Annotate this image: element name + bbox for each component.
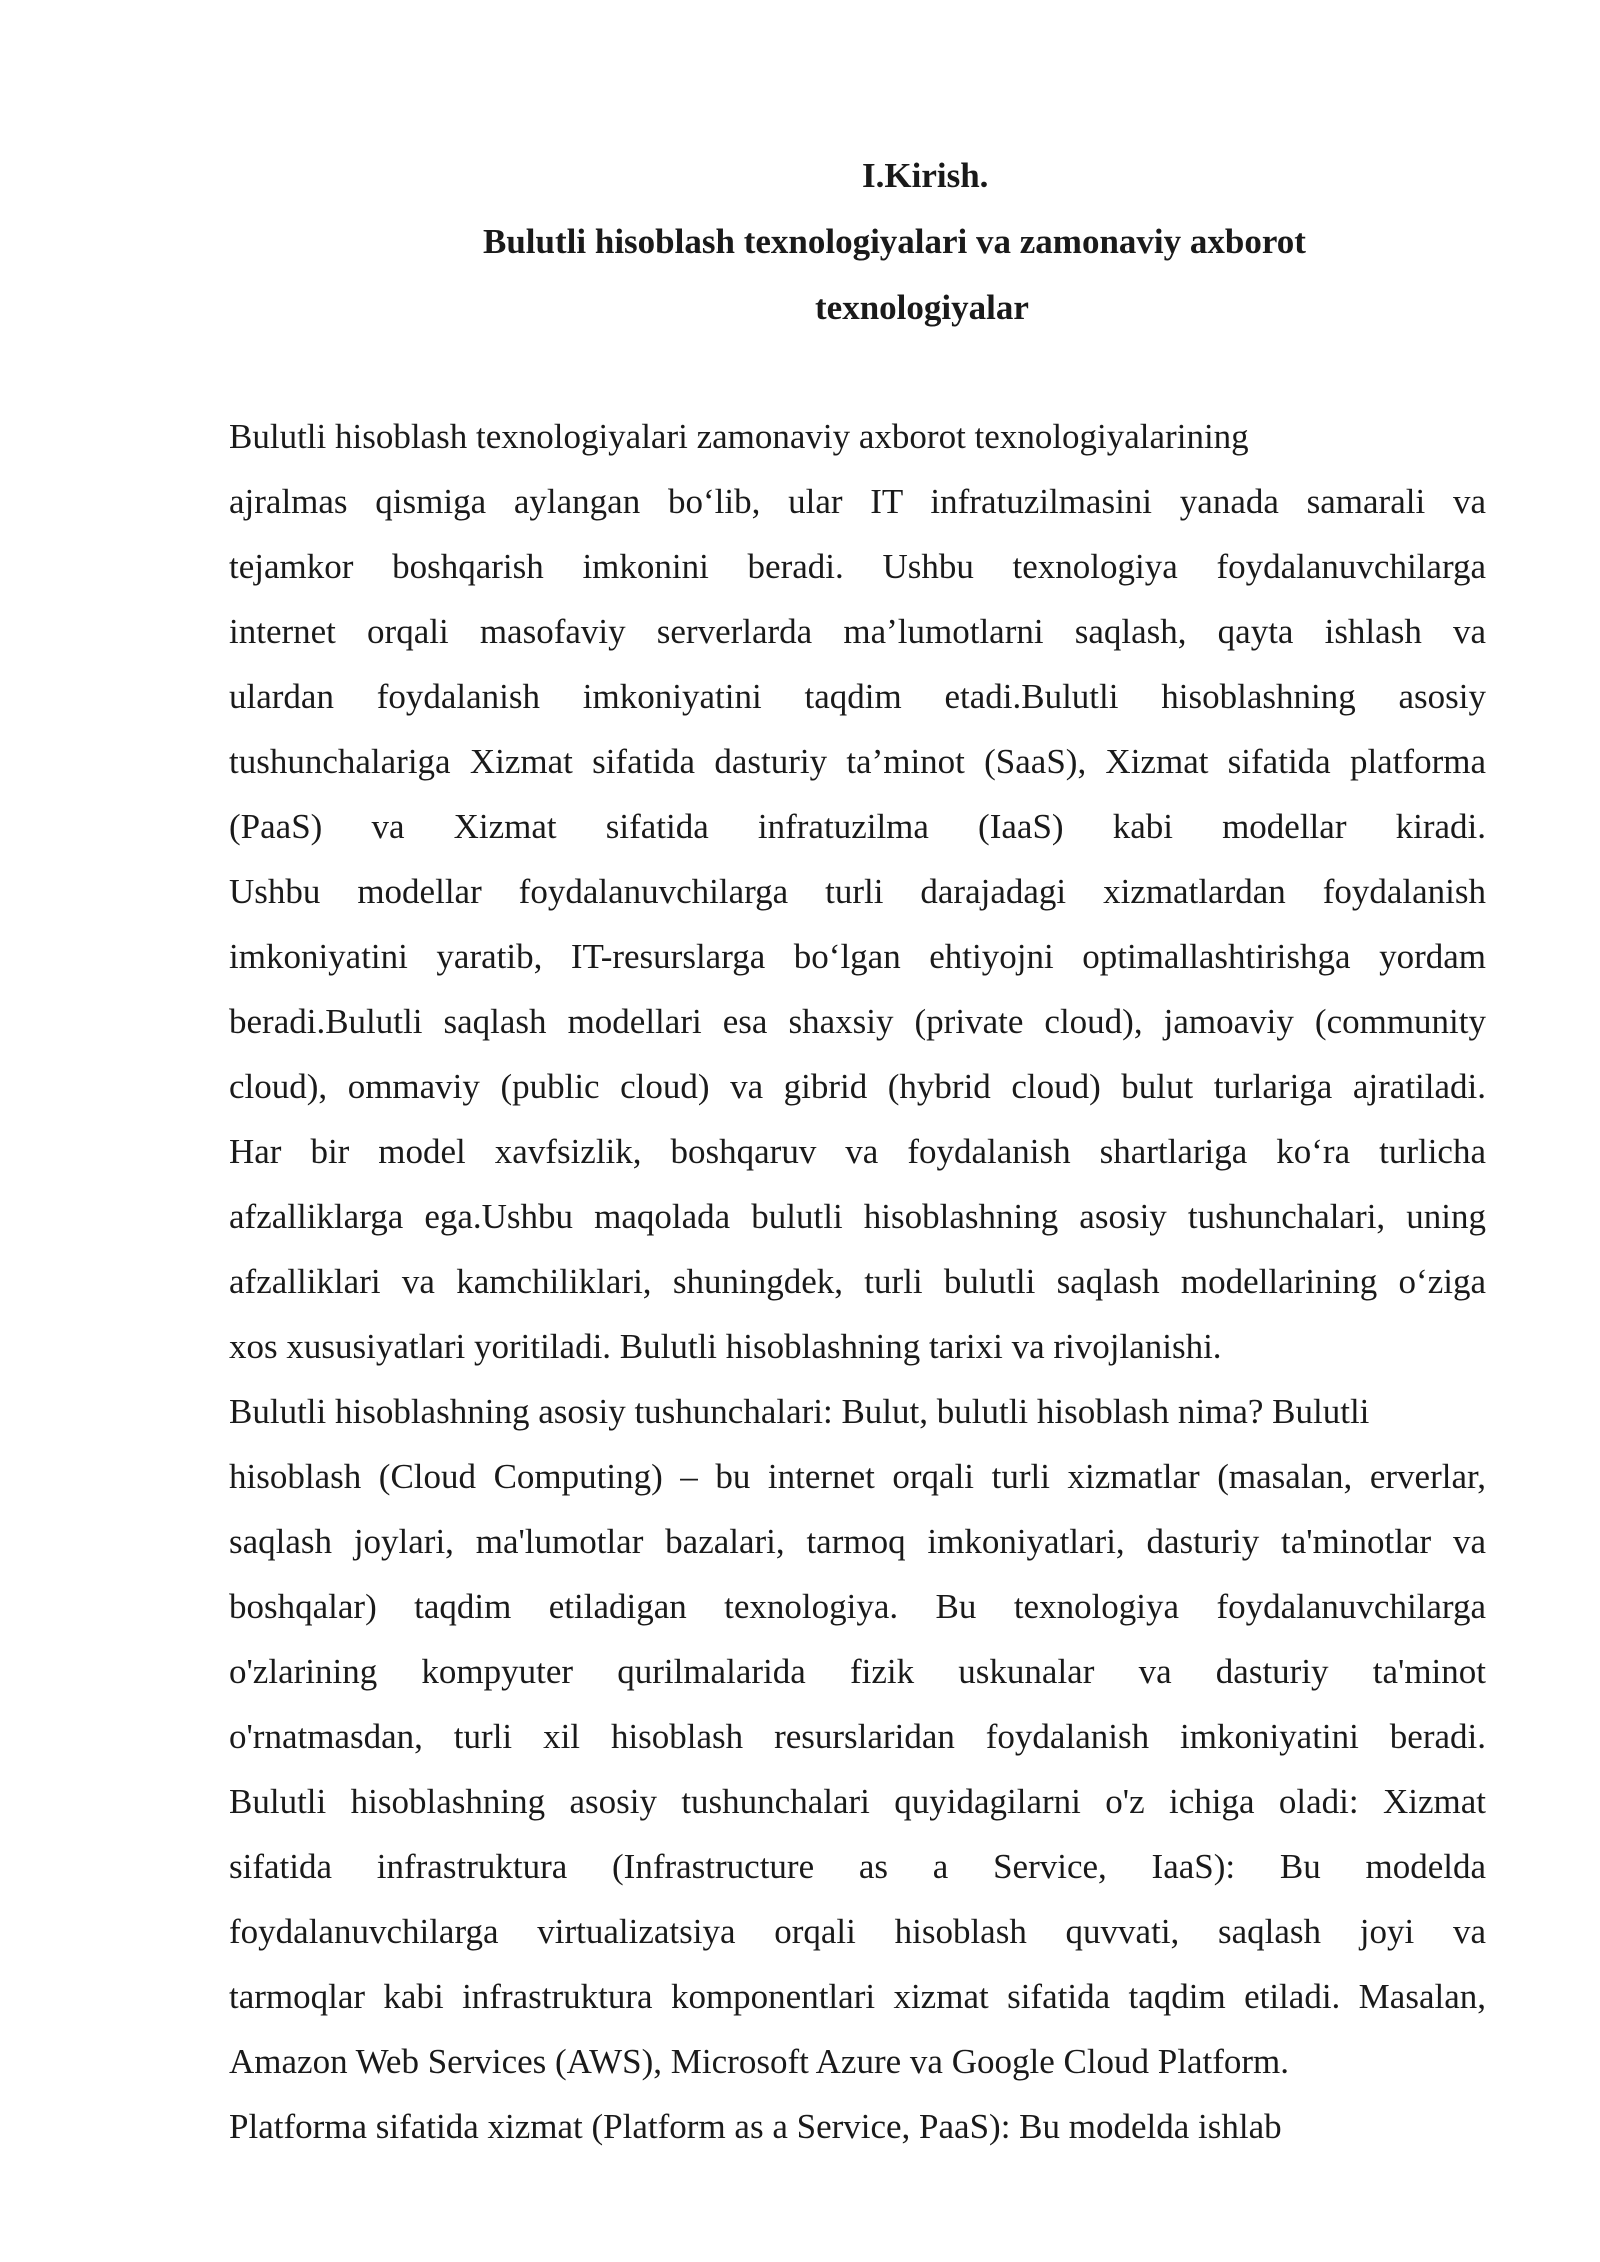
body-text-line: Bulutli hisoblashning asosiy tushunchalari: Bulut, bulutli hisoblash nima? Bulutli [229, 1392, 1370, 1431]
body-text-line: o'rnatmasdan, turli xil hisoblash resurslaridan foydalanish imkoniyatini beradi. [229, 1717, 1486, 1756]
body-text-line: afzalliklarga ega.Ushbu maqolada bulutli hisoblashning asosiy tushunchalari, uning [229, 1197, 1486, 1236]
body-text-line: sifatida infrastruktura (Infrastructure as a Service, IaaS): Bu modelda [229, 1847, 1486, 1886]
body-text-line: Bulutli hisoblashning asosiy tushunchalari quyidagilarni o'z ichiga oladi: Xizmat [229, 1782, 1486, 1821]
body-text-line: o'zlarining kompyuter qurilmalarida fizik uskunalar va dasturiy ta'minot [229, 1652, 1486, 1691]
body-text-line: hisoblash (Cloud Computing) – bu internet orqali turli xizmatlar (masalan, erverlar, [229, 1457, 1486, 1496]
body-text-line: tushunchalariga Xizmat sifatida dasturiy ta’minot (SaaS), Xizmat sifatida platforma [229, 742, 1486, 781]
body-text-line: Bulutli hisoblash texnologiyalari zamonaviy axborot texnologiyalarining [229, 417, 1249, 456]
body-text-line: boshqalar) taqdim etiladigan texnologiya. Bu texnologiya foydalanuvchilarga [229, 1587, 1486, 1626]
body-text-line: (PaaS) va Xizmat sifatida infratuzilma (IaaS) kabi modellar kiradi. [229, 807, 1486, 846]
body-text-line: Amazon Web Services (AWS), Microsoft Azure va Google Cloud Platform. [229, 2042, 1290, 2081]
body-text-line: tarmoqlar kabi infrastruktura komponentlari xizmat sifatida taqdim etiladi. Masalan, [229, 1977, 1486, 2016]
body-text-line: beradi.Bulutli saqlash modellari esa shaxsiy (private cloud), jamoaviy (community [229, 1002, 1486, 1041]
body-text-line: Platforma sifatida xizmat (Platform as a Service, PaaS): Bu modelda ishlab [229, 2107, 1282, 2146]
body-text-line: xos xususiyatlari yoritiladi. Bulutli hisoblashning tarixi va rivojlanishi. [229, 1327, 1222, 1366]
body-text-line: tejamkor boshqarish imkonini beradi. Ushbu texnologiya foydalanuvchilarga [229, 547, 1486, 586]
body-text-line: afzalliklari va kamchiliklari, shuningdek, turli bulutli saqlash modellarining o‘ziga [229, 1262, 1486, 1301]
body-text-line: saqlash joylari, ma'lumotlar bazalari, tarmoq imkoniyatlari, dasturiy ta'minotlar va [229, 1522, 1486, 1561]
body-text-line: imkoniyatini yaratib, IT-resurslarga bo‘lgan ehtiyojni optimallashtirishga yordam [229, 937, 1486, 976]
body-text-line: ajralmas qismiga aylangan bo‘lib, ular IT infratuzilmasini yanada samarali va [229, 482, 1486, 521]
section-number-heading: I.Kirish. [862, 156, 989, 195]
body-text-line: cloud), ommaviy (public cloud) va gibrid (hybrid cloud) bulut turlariga ajratiladi. [229, 1067, 1486, 1106]
document-title-line-2: texnologiyalar [815, 288, 1029, 327]
body-text-line: ulardan foydalanish imkoniyatini taqdim etadi.Bulutli hisoblashning asosiy [229, 677, 1486, 716]
body-text-line: Har bir model xavfsizlik, boshqaruv va foydalanish shartlariga ko‘ra turlicha [229, 1132, 1486, 1171]
body-text-line: Ushbu modellar foydalanuvchilarga turli darajadagi xizmatlardan foydalanish [229, 872, 1486, 911]
body-text-line: internet orqali masofaviy serverlarda ma’lumotlarni saqlash, qayta ishlash va [229, 612, 1486, 651]
body-text-line: foydalanuvchilarga virtualizatsiya orqali hisoblash quvvati, saqlash joyi va [229, 1912, 1486, 1951]
document-title-line-1: Bulutli hisoblash texnologiyalari va zamonaviy axborot [483, 222, 1306, 261]
